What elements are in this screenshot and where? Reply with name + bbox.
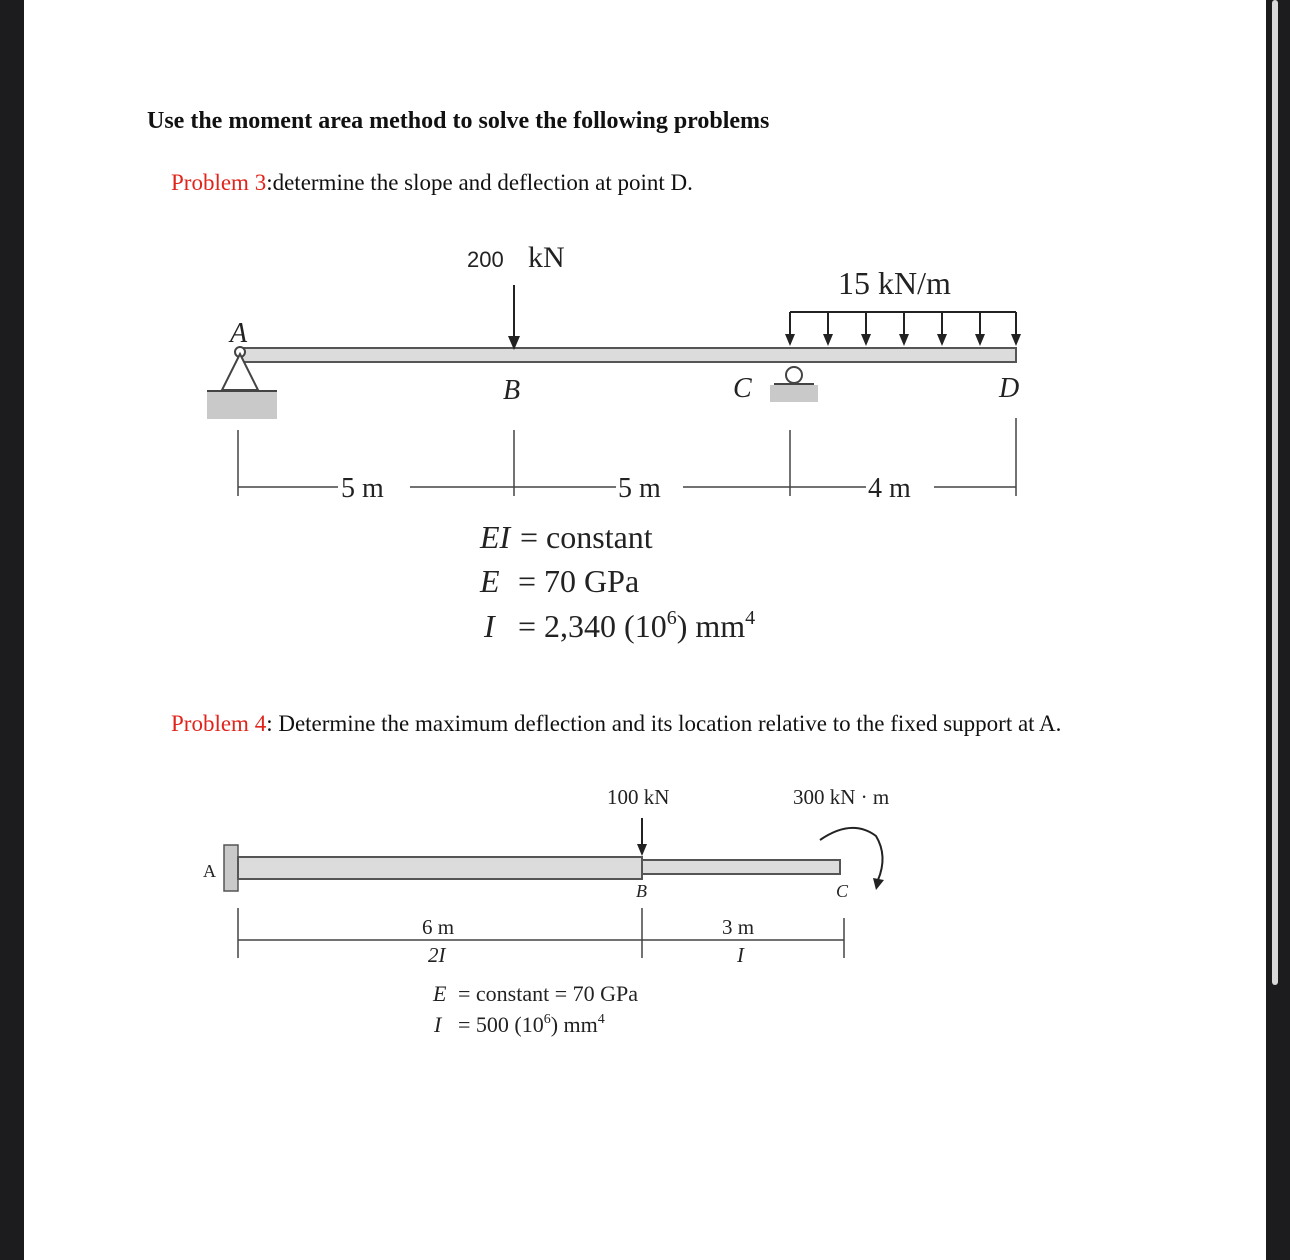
span-bc-label: 5 m xyxy=(618,473,661,504)
p4-e-symbol: E xyxy=(433,981,447,1006)
distributed-load-label: 15 kN/m xyxy=(838,265,951,301)
point-c-label: C xyxy=(733,373,752,404)
fixed-support-a xyxy=(224,845,238,891)
p4-i-value: = 500 $(10^6)$ $mm^4$ xyxy=(458,1012,605,1037)
p4-span2-inertia: I xyxy=(737,943,744,967)
p4-span1-inertia: 2I xyxy=(428,943,446,967)
point-d-label: D xyxy=(999,373,1020,404)
ei-value: = constant xyxy=(520,519,653,555)
span-cd-label: 4 m xyxy=(868,473,911,504)
p4-i-symbol: I xyxy=(434,1012,442,1037)
problem3-label: Problem 3 xyxy=(171,170,267,195)
e-value: = 70 GPa xyxy=(518,563,640,599)
p4-e-value: = constant = 70 GPa xyxy=(458,981,639,1006)
ei-symbol: EI xyxy=(480,519,511,555)
point-load-unit: kN xyxy=(528,241,565,274)
problem4-text: : Determine the maximum deflection and its location relative to the fixed support at A. xyxy=(266,711,1062,736)
beam-segment-ab xyxy=(238,857,642,879)
point-a-label: A xyxy=(230,318,248,349)
beam-segment-bc xyxy=(642,860,840,874)
page-heading: Use the moment area method to solve the following problems xyxy=(147,108,770,134)
i-symbol: I xyxy=(484,608,495,644)
problem4-label: Problem 4 xyxy=(171,711,267,736)
p4-point-load-arrow xyxy=(637,818,647,856)
e-symbol: E xyxy=(480,563,500,599)
i-value: = 2,340 $(10^6)$ $mm^4$ xyxy=(518,607,756,644)
p4-span2-label: 3 m xyxy=(722,915,755,939)
p4-load-label: 100 kN xyxy=(607,785,670,809)
point-load-value: 200 xyxy=(467,247,504,272)
problem3-text: :determine the slope and deflection at point D. xyxy=(266,170,693,195)
p4-moment-label: 300 kN · m xyxy=(793,785,890,809)
point-b-label: B xyxy=(503,375,521,406)
p4-point-b-label: B xyxy=(636,881,647,901)
couple-moment-arrow xyxy=(820,828,884,890)
span-ab-label: 5 m xyxy=(341,473,384,504)
p4-point-a-label: A xyxy=(203,861,216,881)
p4-point-c-label: C xyxy=(836,881,849,901)
p4-span1-label: 6 m xyxy=(422,915,455,939)
